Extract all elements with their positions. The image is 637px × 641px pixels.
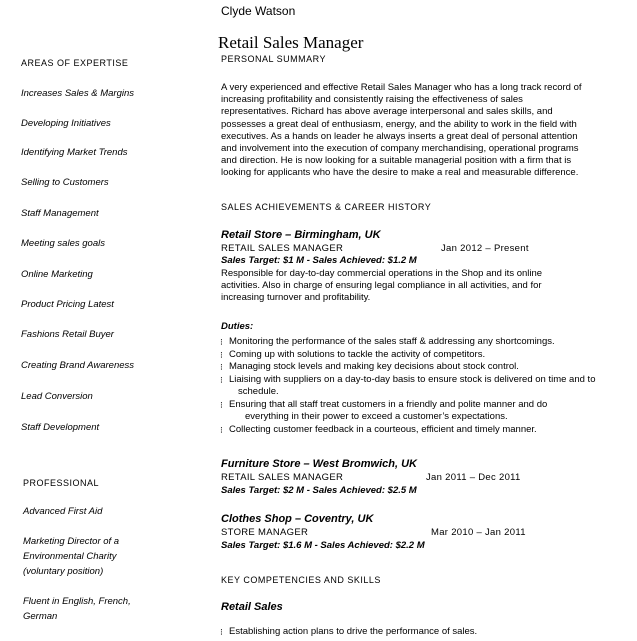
job3-employer: Clothes Shop – Coventry, UK [221,513,374,525]
job2-employer: Furniture Store – West Bromwich, UK [221,458,417,470]
retail-sales-subheading: Retail Sales [221,601,283,613]
duties-list [220,336,620,436]
summary-line: executives. As a hands on leader he always inserts a great deal of personal attention [221,130,578,142]
summary-line: A very experienced and effective Retail Sales Manager who has a long track record of [221,82,582,93]
expertise-item: Meeting sales goals [21,238,105,249]
candidate-name: Clyde Watson [221,4,296,18]
bullet-icon: ⁝ [220,362,223,372]
competencies-heading: KEY COMPETENCIES AND SKILLS [221,575,381,585]
professional-item: German [23,611,58,622]
duty-text-continued: schedule. [238,386,279,397]
job3-dates: Mar 2010 – Jan 2011 [431,527,526,538]
duty-text: Collecting customer feedback in a courteous, efficient and timely manner. [229,423,537,435]
duty-item [220,361,620,374]
bullet-icon: ⁝ [220,399,223,410]
expertise-item: Staff Management [21,208,99,219]
competencies-list [220,626,620,639]
expertise-item: Developing Initiatives [21,118,111,129]
job2-role: RETAIL SALES MANAGER [221,472,344,483]
bullet-icon: ⁝ [220,374,223,385]
personal-summary-heading: PERSONAL SUMMARY [221,54,327,64]
duty-item [220,336,620,349]
duty-text-continued: everything in their power to exceed a customer’s expectations. [245,411,508,422]
summary-line: looking for applicants who have the desire to make a real and measurable difference. [221,167,579,179]
summary-line: possesses a great deal of enthusiasm, energy, and the ability to work in the field with [221,118,577,130]
competency-text: Establishing action plans to drive the performance of sales. [229,626,478,637]
expertise-item: Identifying Market Trends [21,147,128,158]
professional-heading: PROFESSIONAL [23,478,100,488]
description-line: Responsible for day-to-day commercial operations in the Shop and its online [221,268,543,279]
competency-item [220,626,620,639]
summary-line: and involvement into the execution of company merchandising, operational programs [221,143,579,155]
expertise-item: Increases Sales & Margins [21,88,134,99]
career-history-heading: SALES ACHIEVEMENTS & CAREER HISTORY [221,202,432,212]
expertise-item: Staff Development [21,422,100,433]
expertise-item: Online Marketing [21,269,93,280]
duty-text: Ensuring that all staff treat customers in a friendly and polite manner and do [229,398,548,410]
job-title-heading: Retail Sales Manager [218,33,364,52]
summary-line: representatives. Richard has above average interpersonal and sales skills, and [221,106,553,118]
professional-item: Fluent in English, French, [23,596,131,607]
duty-text: Managing stock levels and making key decisions about stock control. [229,361,519,372]
expertise-item: Selling to Customers [21,177,109,188]
duty-text: Liaising with suppliers on a day-to-day basis to ensure stock is delivered on time and to [229,373,596,385]
bullet-icon: ⁝ [220,349,223,360]
duty-text: Coming up with solutions to tackle the activity of competitors. [229,348,486,360]
job2-sales-target: Sales Target: $2 M - Sales Achieved: $2.5 M [221,485,417,496]
summary-line: increasing profitability and consistently raising the effectiveness of sales [221,94,523,106]
job2-dates: Jan 2011 – Dec 2011 [426,472,521,483]
expertise-item: Lead Conversion [21,391,93,402]
job1-employer: Retail Store – Birmingham, UK [221,229,381,241]
duties-label: Duties: [221,321,254,332]
professional-item: Advanced First Aid [23,506,103,517]
professional-item: Environmental Charity [23,551,117,562]
duty-text: Monitoring the performance of the sales staff & addressing any shortcomings. [229,336,555,347]
summary-line: and direction. He is now looking for a suitable managerial position with a firm that is [221,155,572,167]
duty-item [220,349,620,362]
description-line: increasing turnover and profitability. [221,292,371,304]
professional-item: (voluntary position) [23,566,104,577]
personal-summary-text [221,82,582,180]
expertise-item: Fashions Retail Buyer [21,329,114,340]
job1-sales-target: Sales Target: $1 M - Sales Achieved: $1.2 M [221,255,417,266]
areas-of-expertise-heading: AREAS OF EXPERTISE [21,58,129,68]
job1-description [221,268,542,305]
job1-dates: Jan 2012 – Present [441,243,529,254]
bullet-icon: ⁝ [220,627,223,637]
job3-role: STORE MANAGER [221,527,309,538]
bullet-icon: ⁝ [220,424,223,435]
description-line: activities. Also in charge of ensuring legal compliance in all activities, and for [221,280,542,292]
bullet-icon: ⁝ [220,337,223,347]
job3-sales-target: Sales Target: $1.6 M - Sales Achieved: $2.2 M [221,540,425,551]
job1-role: RETAIL SALES MANAGER [221,243,344,254]
duty-item [220,424,620,437]
expertise-item: Product Pricing Latest [21,299,114,310]
duty-item [220,399,620,424]
expertise-item: Creating Brand Awareness [21,360,135,371]
duty-item [220,374,620,399]
professional-item: Marketing Director of a [23,536,120,547]
